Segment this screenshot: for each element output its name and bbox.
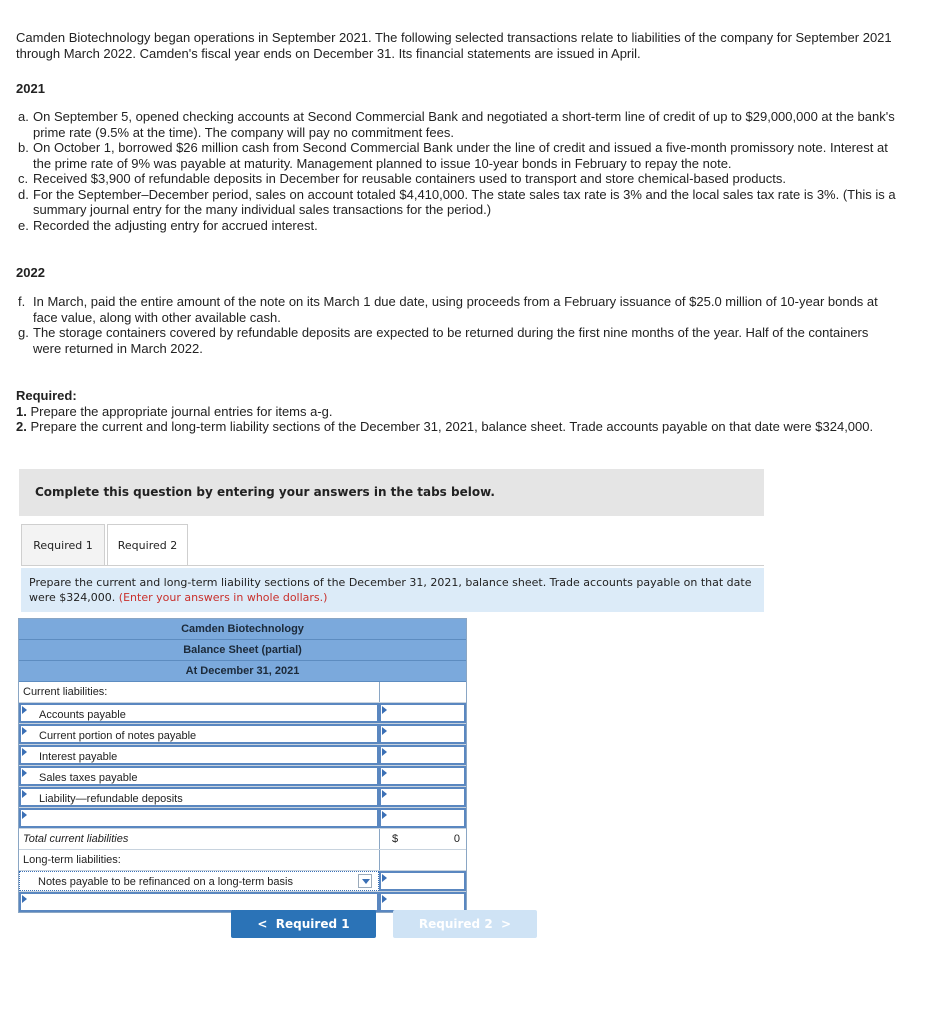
chevron-left-icon: < xyxy=(257,917,268,931)
amount-input[interactable] xyxy=(379,787,466,807)
current-liabilities-heading-row xyxy=(19,682,466,703)
long-term-liabilities-heading: Long-term liabilities: xyxy=(23,854,121,866)
amount-input[interactable] xyxy=(379,703,466,723)
input-marker-icon xyxy=(382,727,387,735)
amount-input[interactable] xyxy=(379,808,466,828)
heading-value-cell xyxy=(379,682,466,702)
input-marker-icon xyxy=(22,727,27,735)
required-1: 1. Prepare the appropriate journal entries for items a-g. xyxy=(16,403,333,419)
account-name-input[interactable]: Interest payable xyxy=(19,745,379,765)
prev-required-1-button[interactable]: < Required 1 xyxy=(231,910,376,938)
required-heading: Required: xyxy=(16,388,77,403)
intro-text: Camden Biotechnology began operations in September 2021. The following selected transactions relate to liabilities of the company for September 2021 through March 2022. Camden's fiscal year ends on December 31. Its financial statements are issued in April. xyxy=(16,30,892,61)
total-dollar-sign: $ xyxy=(392,833,399,845)
list-item: e. Recorded the adjusting entry for accrued interest. xyxy=(18,217,318,233)
input-marker-icon xyxy=(382,748,387,756)
problem-intro xyxy=(16,30,916,62)
required-2: 2. Prepare the current and long-term liability sections of the December 31, 2021, balance sheet. Trade accounts payable on that date were $324,000. xyxy=(16,419,874,434)
input-marker-icon xyxy=(382,790,387,798)
account-name-input[interactable] xyxy=(19,808,379,828)
table-row xyxy=(19,787,466,808)
table-row xyxy=(19,871,466,892)
input-marker-icon xyxy=(382,811,387,819)
complete-question-banner: Complete this question by entering your answers in the tabs below. xyxy=(19,469,764,516)
year-heading-2022: 2022 xyxy=(16,265,45,280)
list-item: b. On October 1, borrowed $26 million cash from Second Commercial Bank under the line of credit and issued a five-month promissory note. Interest at the prime rate of 9% was payable at maturity. Management planned to issue 10-year bonds in February to repay the note. xyxy=(18,140,888,171)
total-current-liabilities-label: Total current liabilities xyxy=(23,833,129,845)
list-item: a. On September 5, opened checking accounts at Second Commercial Bank and negotiated a short-term line of credit of up to $29,000,000 at the bank's prime rate (9.5% at the time). The company will pay no commitment fees. xyxy=(18,109,895,140)
required-section xyxy=(16,388,896,435)
list-item: f. In March, paid the entire amount of the note on its March 1 due date, using proceeds from a February issuance of $25.0 million of 10-year bonds at face value, along with other available cash. xyxy=(18,294,878,325)
items-2022-list xyxy=(18,294,898,356)
table-row xyxy=(19,724,466,745)
sheet-date: At December 31, 2021 xyxy=(19,661,466,682)
tab-required-1[interactable]: Required 1 xyxy=(21,524,105,566)
list-item: g. The storage containers covered by refundable deposits are expected to be returned during the first nine months of the year. Half of the containers were returned in March 2022. xyxy=(18,325,869,356)
year-heading-2021: 2021 xyxy=(16,81,45,96)
long-term-liabilities-heading-row xyxy=(19,850,466,871)
table-row xyxy=(19,745,466,766)
balance-sheet-form xyxy=(18,618,467,913)
tab-divider xyxy=(21,565,764,566)
chevron-right-icon: > xyxy=(501,917,512,931)
input-marker-icon xyxy=(22,790,27,798)
table-row xyxy=(19,808,466,829)
account-name-input[interactable]: Current portion of notes payable xyxy=(19,724,379,744)
items-2021-list xyxy=(18,109,898,233)
list-item: c. Received $3,900 of refundable deposits in December for reusable containers used to transport and store chemical-based products. xyxy=(18,171,786,186)
table-row xyxy=(19,892,466,912)
instruction-text: Prepare the current and long-term liability sections of the December 31, 2021, balance sheet. Trade accounts payable on that date were $324,000. xyxy=(29,576,752,604)
instruction-note: (Enter your answers in whole dollars.) xyxy=(118,590,328,604)
account-name-input[interactable]: Accounts payable xyxy=(19,703,379,723)
input-marker-icon xyxy=(22,895,27,903)
account-name-input[interactable]: Liability—refundable deposits xyxy=(19,787,379,807)
input-marker-icon xyxy=(382,874,387,882)
input-marker-icon xyxy=(22,706,27,714)
amount-input[interactable] xyxy=(379,745,466,765)
table-row xyxy=(19,766,466,787)
current-liabilities-heading: Current liabilities: xyxy=(23,686,108,698)
tab-required-2[interactable]: Required 2 xyxy=(107,524,188,566)
amount-input[interactable] xyxy=(379,766,466,786)
sheet-company: Camden Biotechnology xyxy=(19,619,466,640)
amount-input[interactable] xyxy=(379,724,466,744)
amount-input[interactable] xyxy=(379,892,466,912)
next-required-2-button[interactable]: Required 2 > xyxy=(393,910,537,938)
list-item: d. For the September–December period, sales on account totaled $4,410,000. The state sales tax rate is 3% and the local sales tax rate is 3%. (This is a summary journal entry for the many individual sales transactions for the period.) xyxy=(18,186,896,217)
input-marker-icon xyxy=(382,706,387,714)
input-marker-icon xyxy=(382,895,387,903)
instruction-panel xyxy=(21,568,764,612)
amount-input[interactable] xyxy=(379,871,466,891)
total-current-liabilities-value xyxy=(379,829,466,849)
total-value: 0 xyxy=(453,833,460,845)
account-name-select[interactable]: Notes payable to be refinanced on a long-term basis xyxy=(19,871,379,891)
heading-value-cell xyxy=(379,850,466,870)
account-name-input[interactable]: Sales taxes payable xyxy=(19,766,379,786)
input-marker-icon xyxy=(382,769,387,777)
total-current-liabilities-row xyxy=(19,829,466,850)
input-marker-icon xyxy=(22,748,27,756)
input-marker-icon xyxy=(22,811,27,819)
table-row xyxy=(19,703,466,724)
sheet-title: Balance Sheet (partial) xyxy=(19,640,466,661)
chevron-down-icon[interactable] xyxy=(358,874,372,888)
account-name-input[interactable] xyxy=(19,892,379,912)
input-marker-icon xyxy=(22,769,27,777)
